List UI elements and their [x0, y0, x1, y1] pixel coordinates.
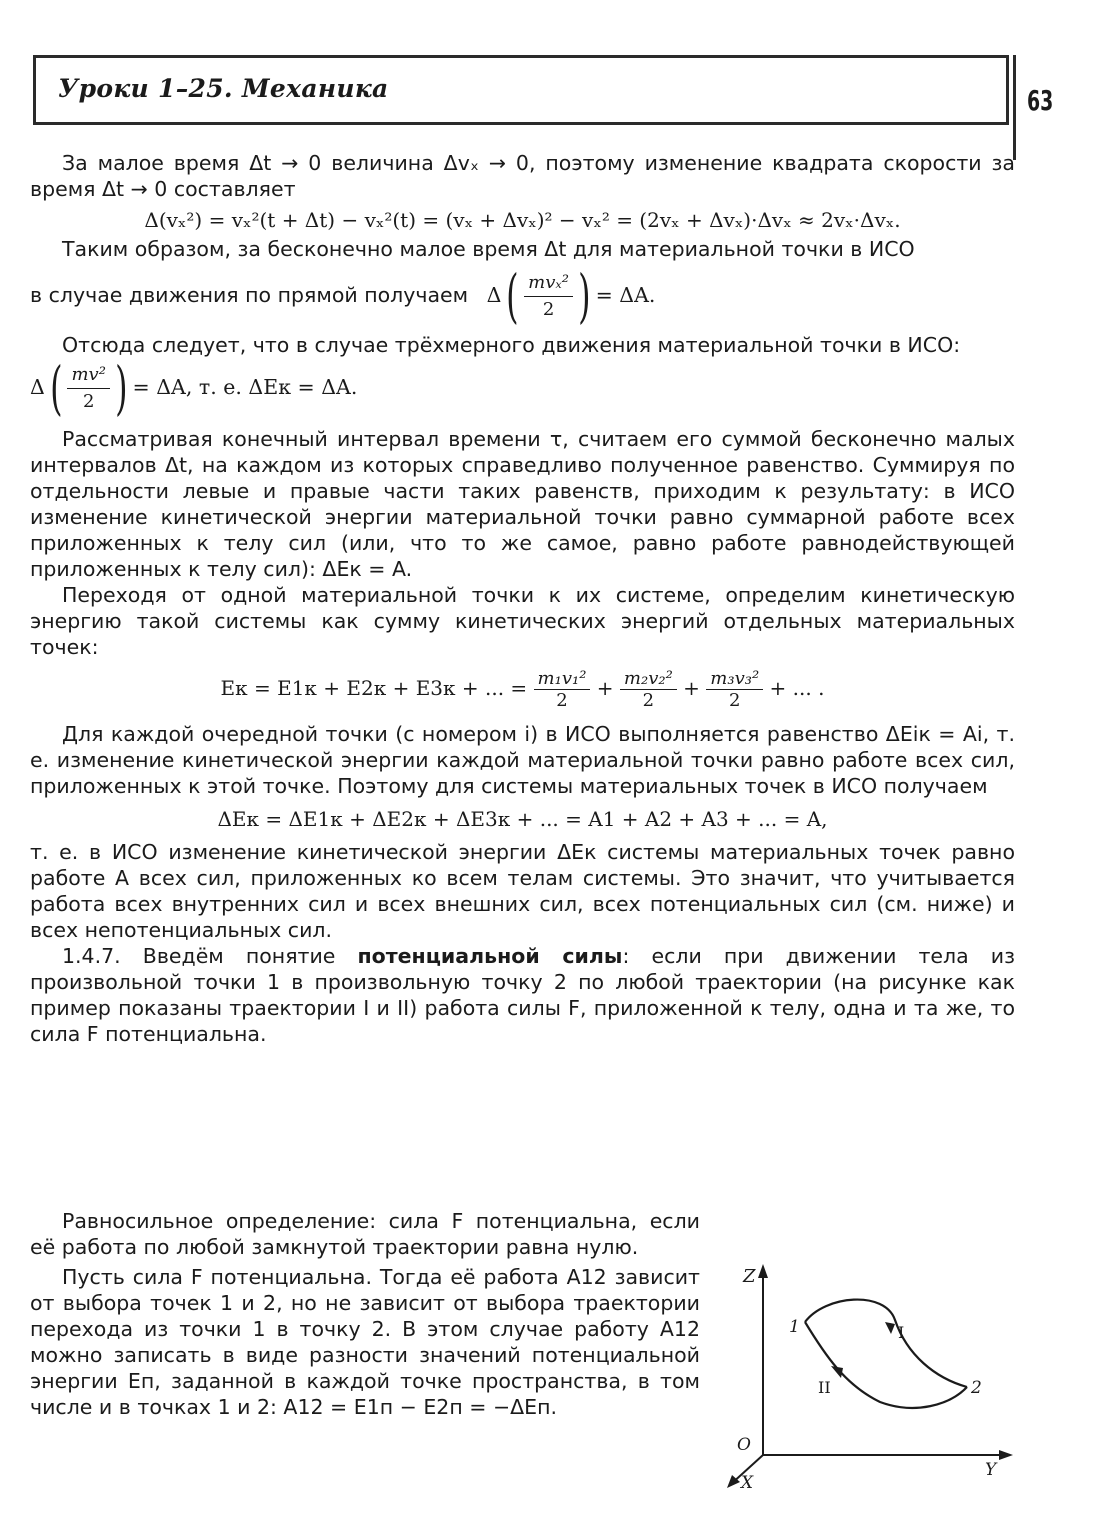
paragraph-3: Отсюда следует, что в случае трёхмерного движения материальной точки в ИСО:: [62, 333, 961, 357]
equation-3-rhs: = ΔA, т. е. ΔEк = ΔA.: [132, 375, 358, 399]
origin-label: O: [737, 1435, 751, 1455]
trajectory-I-arrow: [885, 1322, 895, 1334]
path-II-label: II: [818, 1378, 831, 1397]
equation-kinetic-system: Eк = E1к + E2к + E3к + ... = $\frac{\text{m₁v₁²}}{2}$ + $\frac{\text{m₂v₂²}}{2}$ + $\frac{\text{m₃v₃²}}{2}$ + ... .: [220, 668, 825, 711]
kinetic-fraction-3d: $\frac{\text{mv²}}{2}$: [67, 362, 109, 415]
kinetic-fraction-1d: $\frac{\text{mvₓ²}}{2}$: [524, 270, 573, 323]
header-rule: [1013, 55, 1016, 160]
term-potential-force: потенциальной силы: [357, 944, 623, 968]
paragraph-7: т. е. в ИСО изменение кинетической энергии ΔEк системы материальных точек равно работе A всех сил, приложенных ко всем телам системы. Это значит, что учитывается работа всех внутренних сил и всех внешних сил, всех потенциальных сил (см. ниже) и всех непотенциальных сил.: [30, 840, 1015, 942]
trajectory-I: [805, 1300, 967, 1387]
equation-1: Δ(vₓ²) = vₓ²(t + Δt) − vₓ²(t) = (vₓ + Δvₓ)² − vₓ² = (2vₓ + Δvₓ)·Δvₓ ≈ 2vₓ·Δvₓ.: [144, 208, 901, 232]
paragraph-10: Пусть сила F потенциальна. Тогда её работа A12 зависит от выбора точек 1 и 2, но не зависит от выбора траектории перехода из точки 1 в точку 2. В этом случае работу A12 можно записать в виде разности значений потенциальной энергии Eп, заданной в каждой точке пространства, в том числе и в точках 1 и 2: A12 = E1п − E2п = −ΔEп.: [30, 1265, 700, 1419]
paragraph-9: Равносильное определение: сила F потенциальна, если её работа по любой замкнутой траектории равна нулю.: [30, 1209, 700, 1259]
paragraph-4: Рассматривая конечный интервал времени τ, считаем его суммой бесконечно малых интервалов Δt, на каждом из которых справедливо полученное равенство. Суммируя по отдельности левые и правые части таких равенств, приходим к результату: в ИСО изменение кинетической энергии материальной точки равно суммарной работе всех приложенных к телу сил (или, что то же самое, равно работе равнодействующей приложенных к телу сил): ΔEк = A.: [30, 427, 1015, 581]
point-1-label: 1: [789, 1317, 800, 1337]
paragraph-2: Таким образом, за бесконечно малое время Δt для материальной точки в ИСО: [62, 237, 915, 261]
axis-z-label: Z: [743, 1266, 756, 1287]
path-I-label: I: [898, 1323, 905, 1342]
axis-x-label: X: [741, 1473, 754, 1490]
trajectory-figure: [715, 1260, 1015, 1490]
z-axis-arrow: [758, 1264, 768, 1278]
page-number: 63: [1027, 84, 1054, 117]
paragraph-3b: Δ( $\frac{\text{mv²}}{2}$ ) = ΔA, т. е. ΔEк = ΔA.: [30, 354, 358, 422]
paragraph-8: 1.4.7. Введём понятие потенциальной силы: если при движении тела из произвольной точки 1 в произвольную точку 2 по любой траектории (на рисунке как пример показаны траектории I и II) работа силы F, приложенной к телу, одна и та же, то сила F потенциальна.: [30, 944, 1016, 1046]
equation-energy-sum: ΔEк = ΔE1к + ΔE2к + ΔE3к + ... = A1 + A2 + A3 + ... = A,: [217, 807, 828, 831]
y-axis-arrow: [999, 1450, 1013, 1460]
equation-2-rhs: = ΔA.: [595, 283, 656, 307]
axis-y-label: Y: [985, 1460, 997, 1480]
paragraph-2b: в случае движения по прямой получаем Δ( $\frac{\text{mvₓ²}}{2}$ ) = ΔA.: [30, 262, 656, 330]
left-column-text: [30, 1208, 700, 1420]
paragraph-5: Переходя от одной материальной точки к их системе, определим кинетическую энергию такой системы как сумму кинетических энергий отдельных материальных точек:: [30, 583, 1015, 659]
paragraph-2b-text: в случае движения по прямой получаем: [30, 283, 469, 307]
main-text: [30, 150, 1015, 1047]
point-2-label: 2: [971, 1378, 982, 1398]
paragraph-6: Для каждой очередной точки (с номером i) в ИСО выполняется равенство ΔEiк = Ai, т. е. изменение кинетической энергии каждой материальной точки равно работе всех сил, приложенных к этой точке. Поэтому для системы материальных точек в ИСО получаем: [30, 722, 1015, 798]
chapter-title: Уроки 1–25. Механика: [58, 74, 389, 103]
trajectory-II-arrow: [831, 1366, 843, 1378]
paragraph-1: За малое время Δt → 0 величина Δvₓ → 0, поэтому изменение квадрата скорости за время Δt → 0 составляет: [30, 151, 1015, 201]
header-box: [33, 55, 1009, 125]
